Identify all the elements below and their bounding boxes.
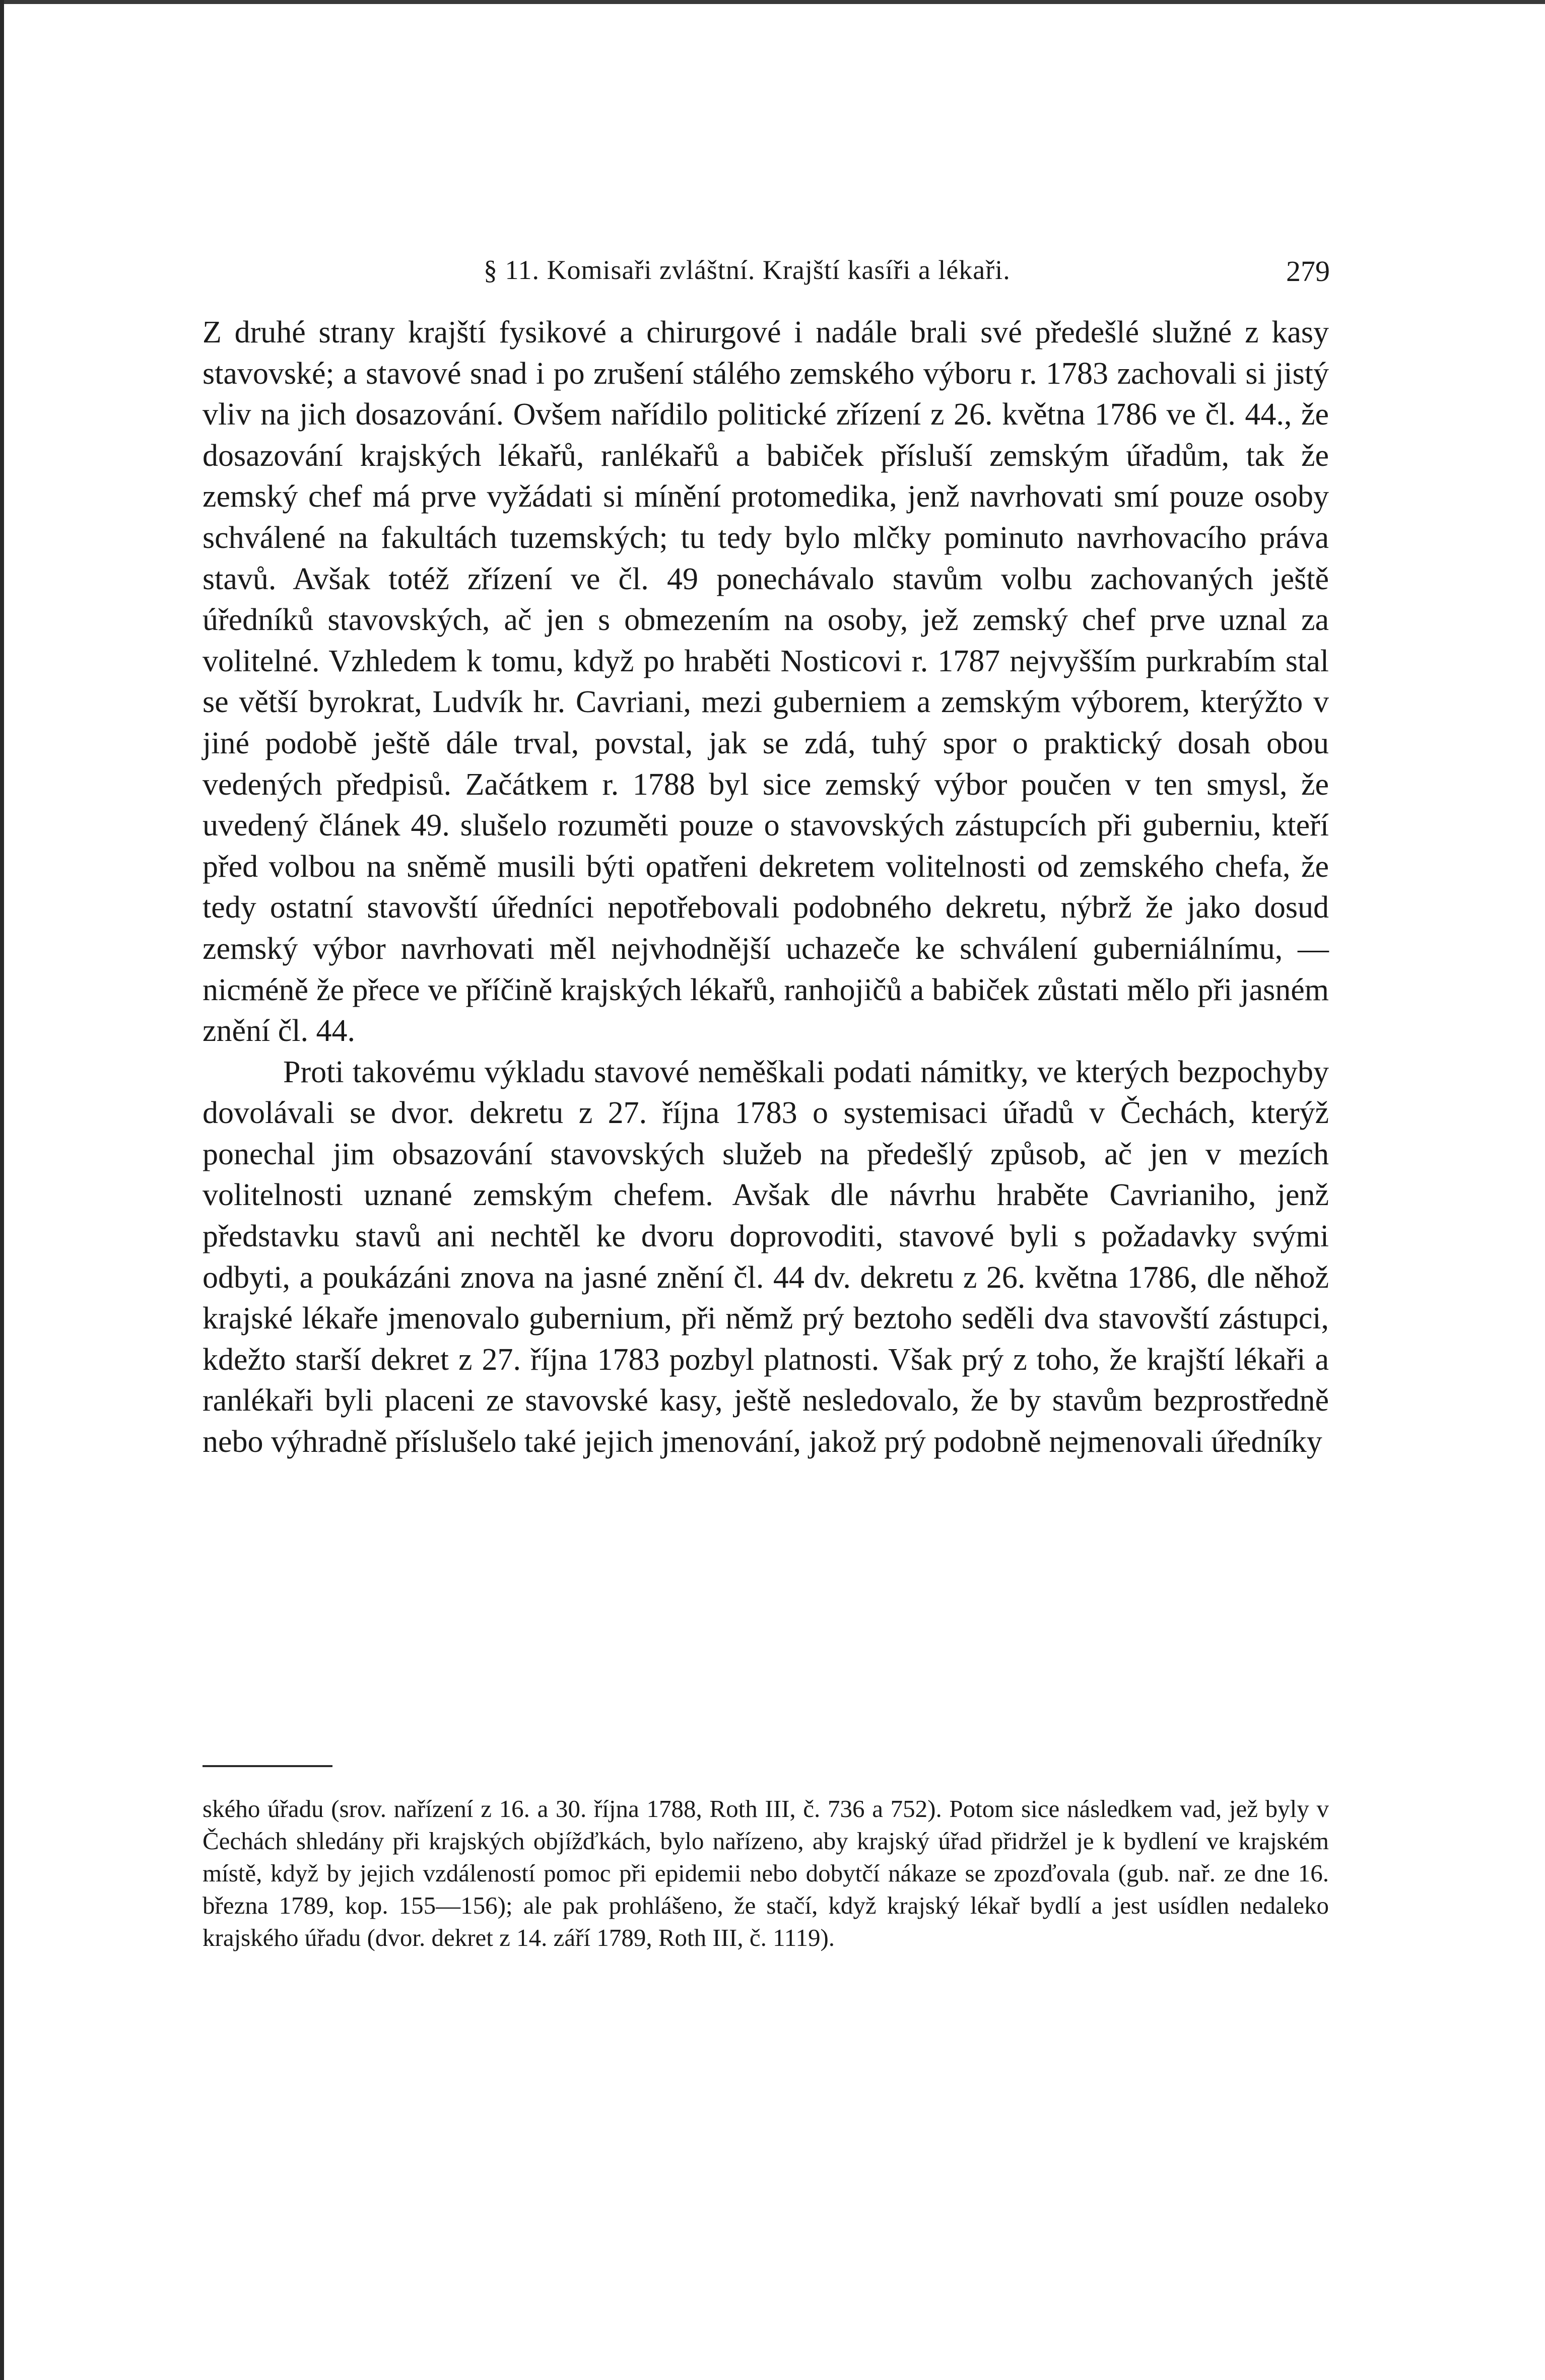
footnote: ského úřadu (srov. nařízení z 16. a 30. října 1788, Roth III, č. 736 a 752). Potom sice následkem vad, jež byly v Čechách shledány při krajských objížďkách, bylo nařízeno, aby krajský úřad přidržel je k bydlení ve krajském místě, když by jejich vzdáleností pomoc při epidemii nebo dobytčí nákaze se zpozďovala (gub. nař. ze dne 16. března 1789, kop. 155—156); ale pak prohlášeno, že stačí, když krajský lékař bydlí a jest usídlen nedaleko krajského úřadu (dvor. dekret z 14. září 1789, Roth III, č. 1119).: [203, 1795, 1329, 1951]
scan-edge-top: [0, 0, 1545, 4]
body-text: [203, 312, 1329, 1463]
running-head: § 11. Komisaři zvláštní. Krajští kasíři a lékaři.: [484, 255, 1011, 285]
scan-edge-left: [0, 0, 4, 2380]
footnote-divider: [203, 1765, 332, 1767]
paragraph: Proti takovému výkladu stavové neměškali podati námitky, ve kterých bezpochyby dovolávali se dvor. dekretu z 27. října 1783 o systemisaci úřadů v Čechách, kterýž ponechal jim obsazování stavovských služeb na předešlý způsob, ač jen v mezích volitelnosti uznané zemským chefem. Avšak dle návrhu hraběte Cavrianiho, jenž představku stavů ani nechtěl ke dvoru doprovoditi, stavové byli s požadavky svými odbyti, a poukázáni znova na jasné znění čl. 44 dv. dekretu z 26. května 1786, dle něhož krajské lékaře jmenovalo gubernium, při němž prý beztoho seděli dva stavovští zástupci, kdežto starší dekret z 27. října 1783 pozbyl platnosti. Však prý z toho, že krajští lékaři a ranlékaři byli placeni ze stavovské kasy, ještě nesledovalo, že by stavům bezprostředně nebo výhradně příslušelo také jejich jmenování, jakož prý podobně nejmenovali úředníky: [203, 1055, 1329, 1459]
paragraph: Z druhé strany krajští fysikové a chirurgové i nadále brali své předešlé služné z kasy stavovské; a stavové snad i po zrušení stálého zemského výboru r. 1783 zachovali si jistý vliv na jich dosazování. Ovšem nařídilo politické zřízení z 26. května 1786 ve čl. 44., že dosazování krajských lékařů, ranlékařů a babiček přísluší zemským úřadům, tak že zemský chef má prve vyžádati si mínění protomedika, jenž navrhovati smí pouze osoby schválené na fakultách tuzemských; tu tedy bylo mlčky pominuto navrhovacího práva stavů. Avšak totéž zřízení ve čl. 49 ponechávalo stavům volbu zachovaných ještě úředníků stavovských, ač jen s obmezením na osoby, jež zemský chef prve uznal za volitelné. Vzhledem k tomu, když po hraběti Nosticovi r. 1787 nejvyšším purkrabím stal se větší byrokrat, Ludvík hr. Cavriani, mezi guberniem a zemským výborem, kterýžto v jiné podobě ještě dále trval, povstal, jak se zdá, tuhý spor o praktický dosah obou vedených předpisů. Začátkem r. 1788 byl sice zemský výbor poučen v ten smysl, že uvedený článek 49. slušelo rozuměti pouze o stavovských zástupcích při guberniu, kteří před volbou na sněmě musili býti opatřeni dekretem volitelnosti od zemského chefa, že tedy ostatní stavovští úředníci nepotřebovali podobného dekretu, nýbrž že jako dosud zemský výbor navrhovati měl nejvhodnější uchazeče ke schválení guberniálnímu, — nicméně že přece ve příčině krajských lékařů, ranhojičů a babiček zůstati mělo při jasném znění čl. 44.: [203, 315, 1329, 1048]
page-header: [201, 254, 1330, 295]
page-number: 279: [1286, 255, 1330, 288]
